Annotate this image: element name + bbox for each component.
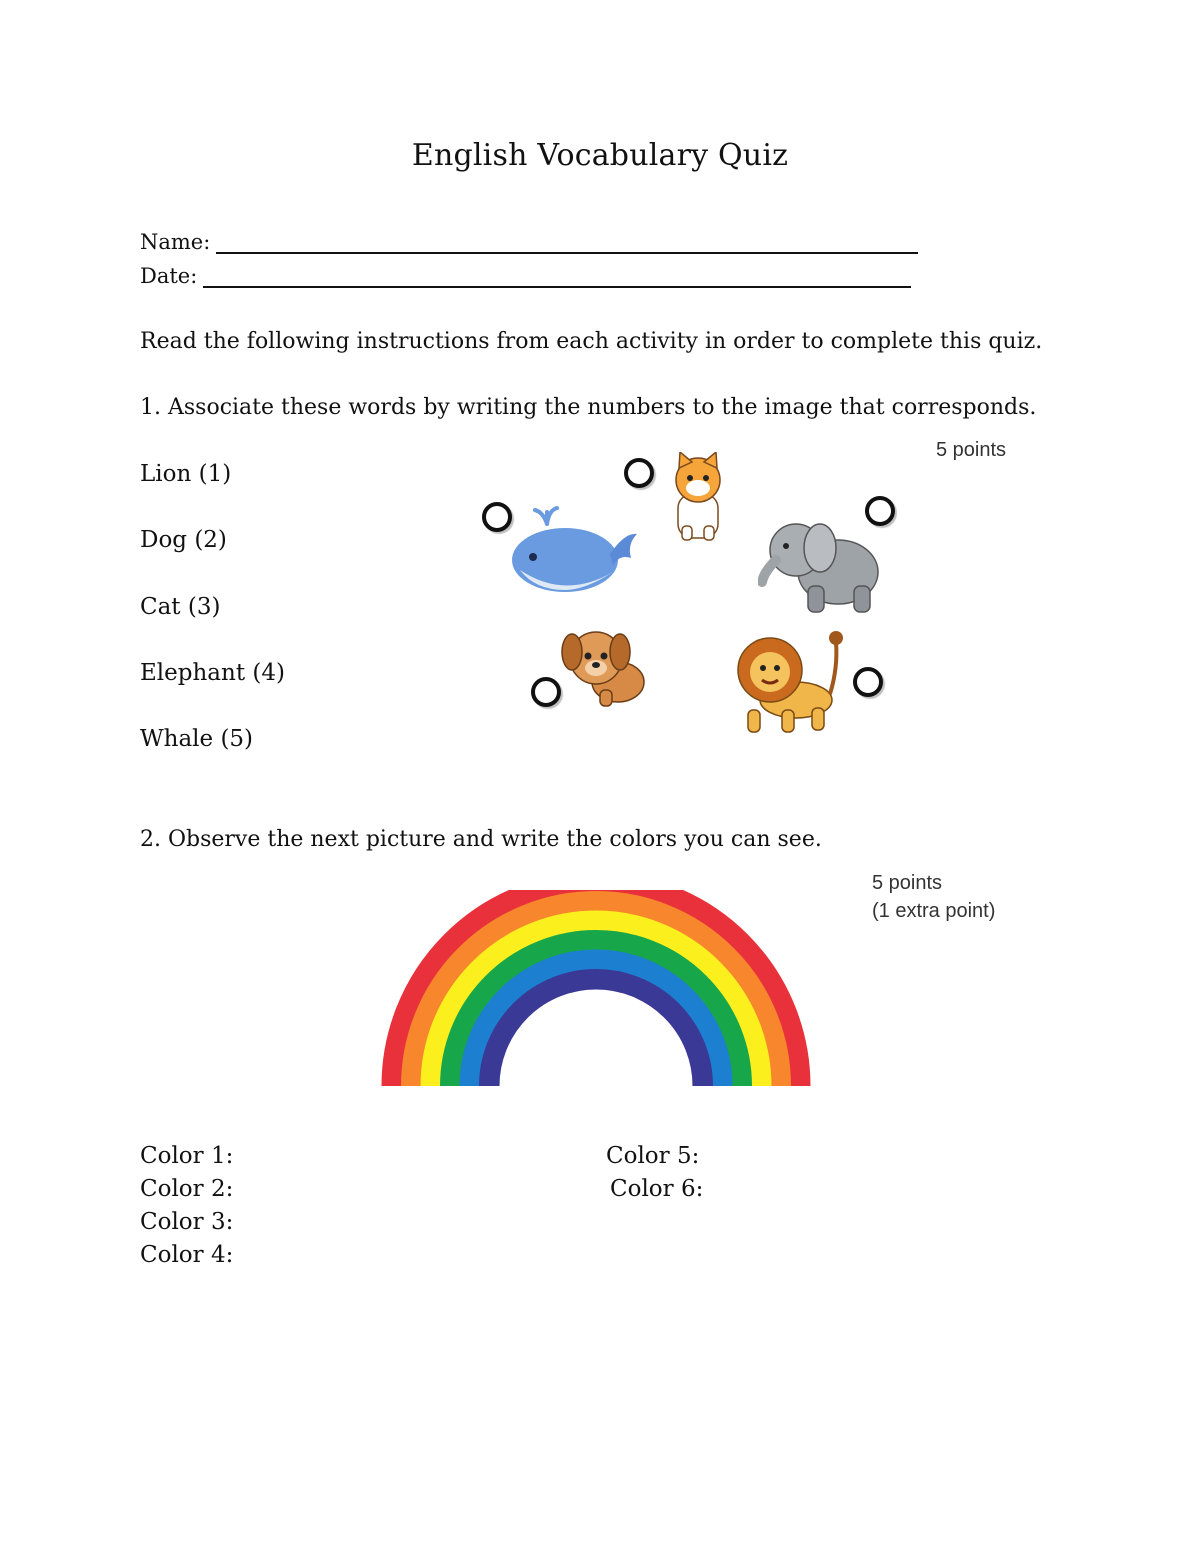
word-elephant: Elephant (4) (140, 660, 285, 686)
activity1-points: 5 points (936, 439, 1007, 461)
date-field[interactable] (140, 264, 911, 288)
word-lion: Lion (1) (140, 461, 232, 487)
page-title: English Vocabulary Quiz (411, 138, 789, 173)
elephant-icon (758, 514, 884, 614)
lion-icon (736, 628, 848, 736)
rainbow-image (380, 890, 812, 1088)
color-5-label: Color 5: (606, 1143, 700, 1169)
name-label: Name: (140, 230, 211, 254)
cat-icon (666, 452, 732, 542)
word-whale: Whale (5) (140, 726, 254, 752)
activity2-extra-point: (1 extra point) (872, 900, 996, 922)
date-label: Date: (140, 264, 198, 288)
name-field[interactable] (140, 230, 918, 254)
activity2-points: 5 points (872, 872, 943, 894)
activity1-prompt: 1. Associate these words by writing the numbers to the image that corresponds. (140, 395, 1037, 420)
dog-icon (556, 624, 652, 710)
name-blank[interactable] (216, 232, 918, 254)
activity2-prompt: 2. Observe the next picture and write the colors you can see. (140, 827, 822, 852)
whale-icon (505, 502, 640, 598)
answer-circle-lion[interactable] (853, 667, 883, 697)
word-dog: Dog (2) (140, 527, 227, 553)
answer-circle-cat[interactable] (624, 458, 654, 488)
date-blank[interactable] (203, 266, 911, 288)
color-4-label: Color 4: (140, 1242, 234, 1268)
color-6-label: Color 6: (610, 1176, 704, 1202)
color-1-label: Color 1: (140, 1143, 234, 1169)
color-2-label: Color 2: (140, 1176, 234, 1202)
instructions-text: Read the following instructions from each activity in order to complete this quiz. (140, 329, 1043, 354)
color-3-label: Color 3: (140, 1209, 234, 1235)
word-cat: Cat (3) (140, 594, 221, 620)
